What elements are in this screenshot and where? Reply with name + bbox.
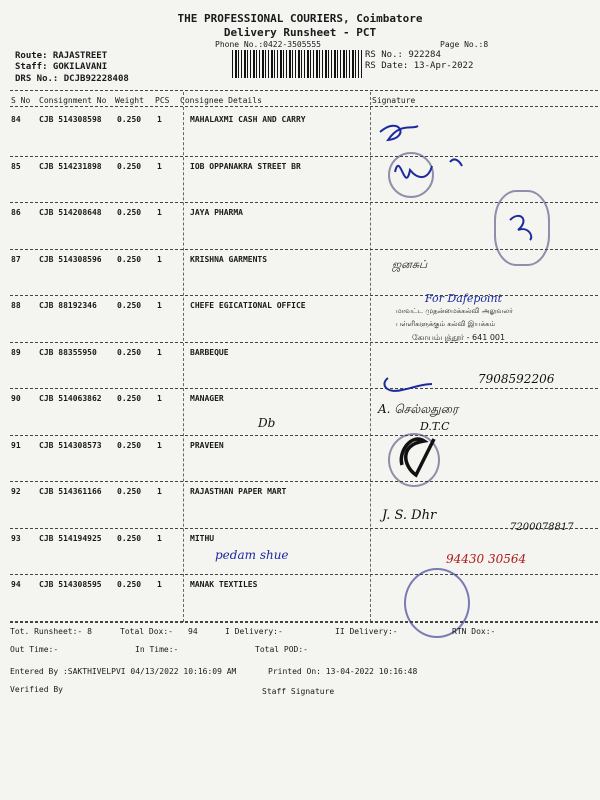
printed-on: Printed On: 13-04-2022 10:16:48	[268, 667, 418, 676]
row-consignee: BARBEQUE	[190, 347, 229, 357]
handwritten-phone: 7908592206	[478, 372, 555, 386]
rs-date: RS Date: 13-Apr-2022	[365, 61, 474, 71]
drs-number: DRS No.: DCJB92228408	[15, 74, 129, 84]
row-consignee: MAHALAXMI CASH AND CARRY	[190, 115, 306, 124]
row-consignment-no: CJB 514194925	[39, 533, 102, 543]
handwritten-name: pedam shue	[215, 548, 289, 562]
row-consignment-no: CJB 514208648	[39, 208, 102, 217]
row-sno: 92	[11, 487, 21, 496]
company-name: THE PROFESSIONAL COURIERS, Coimbatore	[177, 12, 423, 25]
row-weight: 0.250	[117, 533, 142, 543]
row-pcs: 1	[157, 208, 162, 217]
row-consignee: PRAVEEN	[190, 440, 224, 450]
row-consignment-no: CJB 514361166	[39, 487, 102, 496]
col-signature: Signature	[372, 96, 416, 105]
row-consignee: IOB OPPANAKRA STREET BR	[190, 161, 301, 171]
row-sno: 94	[11, 580, 21, 589]
rs-number: RS No.: 922284	[365, 50, 441, 60]
stamp-text: கோயம்புத்தூர் - 641 001	[412, 333, 506, 342]
row-pcs: 1	[157, 580, 162, 589]
staff-label: Staff: GOKILAVANI	[15, 62, 108, 72]
row-consignee: KRISHNA GARMENTS	[190, 254, 268, 264]
row-sno: 90	[11, 394, 21, 403]
total-dox-value: 94	[188, 627, 198, 636]
row-sno: 86	[11, 208, 21, 217]
row-weight: 0.250	[117, 301, 142, 310]
row-sno: 88	[11, 301, 21, 310]
row-consignment-no: CJB 514308596	[39, 254, 102, 264]
entered-by: Entered By :SAKTHIVELPVI 04/13/2022 10:16:09 AM	[10, 667, 237, 676]
row-consignee: CHEFE EGICATIONAL OFFICE	[190, 301, 306, 310]
row-pcs: 1	[157, 533, 162, 543]
row-sno: 93	[11, 533, 21, 543]
stamp-text: பள்ளிகளுக்கும் கல்வி இயக்கம்	[396, 320, 496, 328]
row-pcs: 1	[157, 161, 162, 171]
row-pcs: 1	[157, 440, 162, 450]
row-consignee: MITHU	[190, 533, 215, 543]
handwritten-phone: 94430 30564	[446, 552, 527, 566]
phone-number: Phone No.:0422-3505555	[215, 40, 321, 49]
row-sno: 89	[11, 347, 21, 357]
row-sno: 85	[11, 161, 21, 171]
page-number: Page No.:8	[440, 40, 489, 49]
row-pcs: 1	[157, 301, 162, 310]
rtn-dox: RTN Dox:-	[452, 627, 496, 636]
row-consignment-no: CJB 514308598	[39, 115, 102, 124]
col-pcs: PCS	[155, 96, 170, 105]
col-consignee: Consignee Details	[180, 96, 262, 105]
handwritten-note: D.T.C	[420, 420, 450, 433]
row-pcs: 1	[157, 394, 162, 403]
handwritten-note: ஜனசுப்	[392, 258, 428, 271]
staff-signature: Staff Signature	[262, 687, 335, 696]
col-sno: S No	[11, 96, 31, 105]
row-consignment-no: CJB 514308595	[39, 580, 102, 589]
row-consignment-no: CJB 514231898	[39, 161, 102, 171]
handwritten-phone: 7200078817	[510, 522, 574, 533]
row-consignee: MANAK TEXTILES	[190, 580, 258, 589]
row-sno: 91	[11, 440, 21, 450]
row-pcs: 1	[157, 115, 162, 124]
row-pcs: 1	[157, 254, 162, 264]
row-consignee: JAYA PHARMA	[190, 208, 243, 217]
row-sno: 87	[11, 254, 21, 264]
row-consignment-no: CJB 514308573	[39, 440, 102, 450]
col-weight: Weight	[115, 96, 144, 105]
row-weight: 0.250	[117, 347, 142, 357]
footer-divider	[10, 622, 598, 623]
row-consignment-no: CJB 514063862	[39, 394, 102, 403]
handwritten-note: For Dafepoint	[425, 292, 503, 305]
row-consignee: MANAGER	[190, 394, 224, 403]
total-pod: Total POD:-	[255, 645, 308, 654]
row-consignee: RAJASTHAN PAPER MART	[190, 487, 287, 496]
row-consignment-no: CJB 88192346	[39, 301, 97, 310]
row-weight: 0.250	[117, 208, 142, 217]
row-weight: 0.250	[117, 254, 142, 264]
row-sno: 84	[11, 115, 21, 124]
total-dox-label: Total Dox:-	[120, 627, 173, 636]
row-weight: 0.250	[117, 161, 142, 171]
in-time: In Time:-	[135, 645, 179, 654]
col-consignment: Consignment No	[39, 96, 107, 105]
runsheet-title: Delivery Runsheet - PCT	[223, 26, 377, 39]
row-weight: 0.250	[117, 487, 142, 496]
row-pcs: 1	[157, 487, 162, 496]
handwritten-note: Db	[258, 416, 276, 430]
row-weight: 0.250	[117, 440, 142, 450]
row-weight: 0.250	[117, 580, 142, 589]
out-time: Out Time:-	[10, 645, 59, 654]
header-divider-bottom	[10, 106, 598, 107]
ii-delivery: II Delivery:-	[335, 627, 398, 636]
stamp-text: மாவட்ட முதன்மைக்கல்வி அலுவலர்	[396, 307, 513, 315]
row-consignment-no: CJB 88355950	[39, 347, 97, 357]
header-divider	[10, 90, 598, 91]
i-delivery: I Delivery:-	[225, 627, 283, 636]
verified-by: Verified By	[10, 685, 63, 694]
row-pcs: 1	[157, 347, 162, 357]
row-weight: 0.250	[117, 394, 142, 403]
barcode	[232, 50, 362, 78]
route-label: Route: RAJASTREET	[15, 51, 108, 61]
row-weight: 0.250	[117, 115, 142, 124]
total-runsheet: Tot. Runsheet:- 8	[10, 627, 92, 636]
handwritten-name: A. செல்லதுரை	[378, 402, 459, 416]
handwritten-name: J. S. Dhr	[382, 508, 437, 523]
